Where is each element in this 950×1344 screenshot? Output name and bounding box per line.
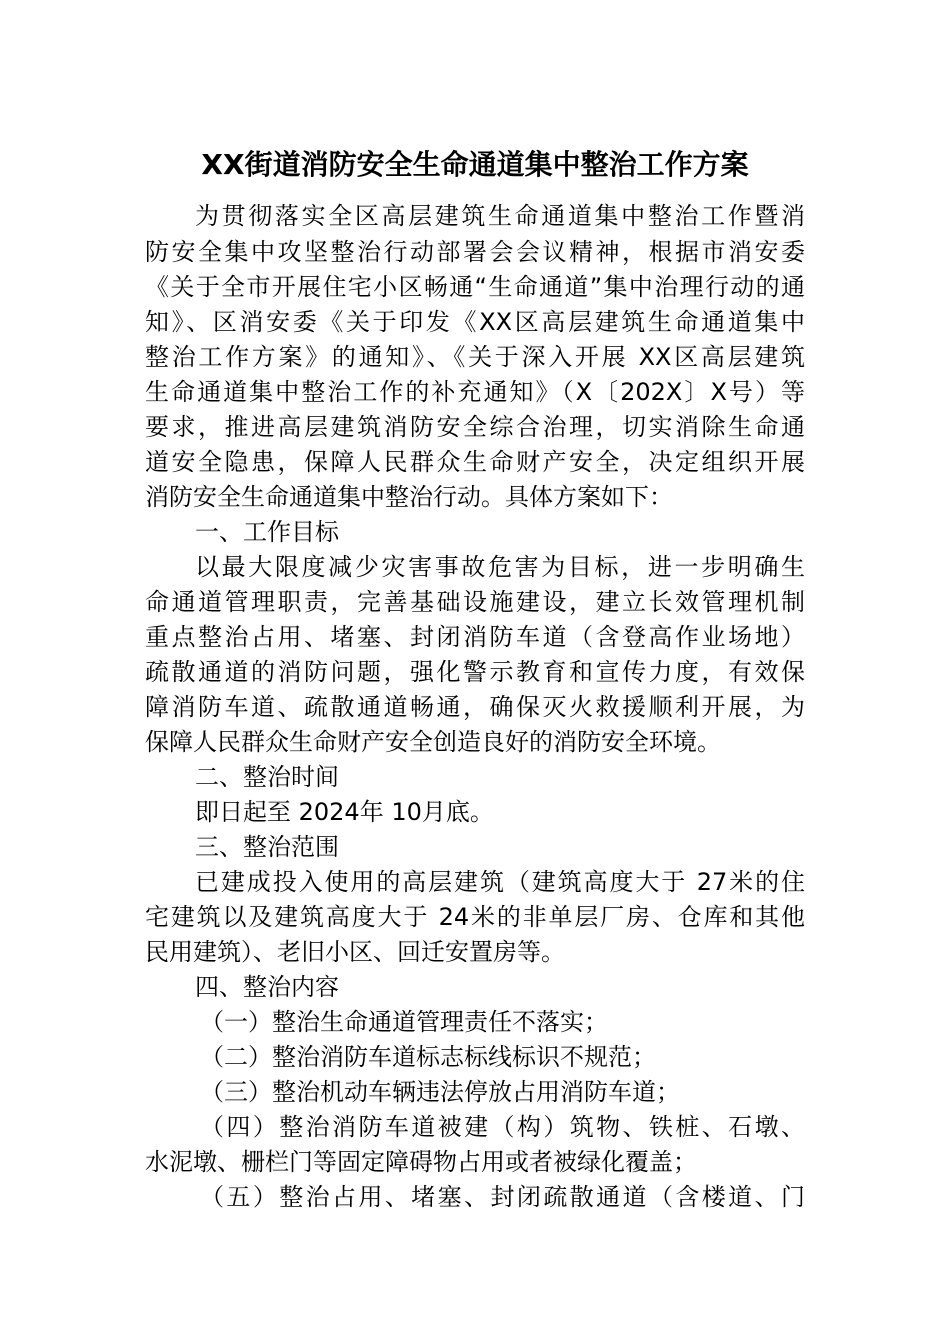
content-item: （三）整治机动车辆违法停放占用消防车道； xyxy=(200,1078,680,1106)
goals-line: 保障人民群众生命财产安全创造良好的消防安全环境。 xyxy=(145,728,721,756)
section-heading-goals: 一、工作目标 xyxy=(195,518,339,546)
goals-line: 疏散通道的消防问题，强化警示教育和宣传力度，有效保 xyxy=(145,658,805,686)
intro-line: 《关于全市开展住宅小区畅通“生命通道”集中治理行动的通 xyxy=(145,273,805,301)
content-item: （四）整治消防车道被建（构）筑物、铁桩、石墩、 xyxy=(200,1113,805,1141)
time-line: 即日起至 2024年 10月底。 xyxy=(195,798,494,826)
goals-line: 命通道管理职责，完善基础设施建设，建立长效管理机制 xyxy=(145,588,805,616)
document-title: XX街道消防安全生命通道集中整治工作方案 xyxy=(201,148,749,181)
intro-line: 整治工作方案》的通知》、《关于深入开展 XX区高层建筑 xyxy=(145,343,805,371)
scope-line: 民用建筑）、老旧小区、回迁安置房等。 xyxy=(145,938,565,966)
goals-line: 重点整治占用、堵塞、封闭消防车道（含登高作业场地） xyxy=(145,623,805,651)
intro-line: 消防安全生命通道集中整治行动。具体方案如下： xyxy=(145,483,673,511)
intro-line: 要求，推进高层建筑消防安全综合治理，切实消除生命通 xyxy=(145,413,805,441)
intro-line: 为贯彻落实全区高层建筑生命通道集中整治工作暨消 xyxy=(195,202,805,230)
section-heading-content: 四、整治内容 xyxy=(195,973,339,1001)
goals-line: 以最大限度减少灾害事故危害为目标，进一步明确生 xyxy=(195,553,805,581)
section-heading-time: 二、整治时间 xyxy=(195,763,339,791)
content-item: （一）整治生命通道管理责任不落实； xyxy=(200,1008,608,1036)
scope-line: 宅建筑以及建筑高度大于 24米的非单层厂房、仓库和其他 xyxy=(145,903,805,931)
goals-line: 障消防车道、疏散通道畅通，确保灭火救援顺利开展，为 xyxy=(145,693,805,721)
content-item: （五）整治占用、堵塞、封闭疏散通道（含楼道、门 xyxy=(200,1183,805,1211)
intro-line: 道安全隐患，保障人民群众生命财产安全，决定组织开展 xyxy=(145,448,805,476)
scope-line: 已建成投入使用的高层建筑（建筑高度大于 27米的住 xyxy=(195,868,805,896)
intro-line: 知》、区消安委《关于印发《XX区高层建筑生命通道集中 xyxy=(145,308,805,336)
content-item: （二）整治消防车道标志标线标识不规范； xyxy=(200,1043,656,1071)
content-item: 水泥墩、栅栏门等固定障碍物占用或者被绿化覆盖； xyxy=(145,1148,697,1176)
intro-line: 生命通道集中整治工作的补充通知》（X〔202X〕X号）等 xyxy=(145,378,805,406)
section-heading-scope: 三、整治范围 xyxy=(195,833,339,861)
intro-line: 防安全集中攻坚整治行动部署会会议精神，根据市消安委 xyxy=(145,238,805,266)
